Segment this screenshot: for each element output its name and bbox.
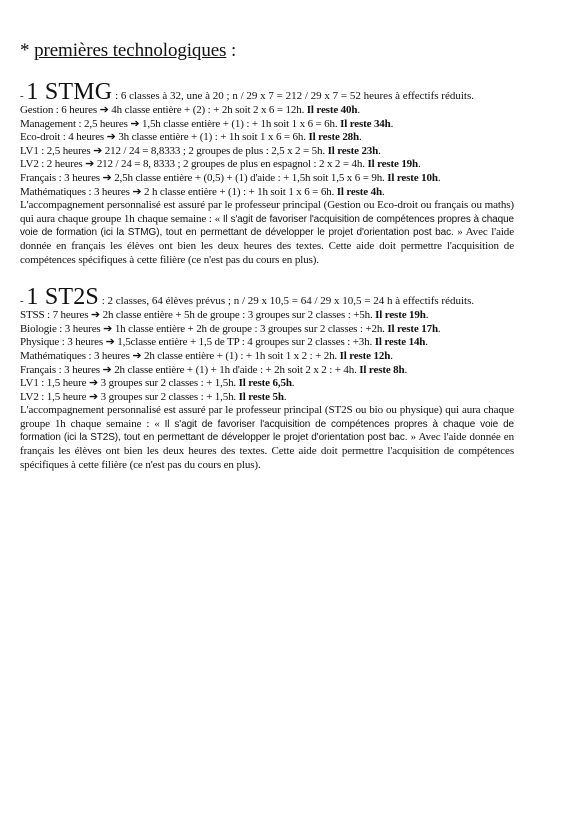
subject-line (20, 186, 514, 200)
line-end: . (378, 144, 381, 157)
para-text: » Avec l'aide donnée en français les élèves ont bien les deux heures des textes. Cette aide doit permettre l'acquisition de compétences spécifiques à cette filière (ce n'est pas du cours en plus). (20, 431, 514, 471)
subject-list (20, 104, 514, 199)
section-dash: - (20, 295, 27, 308)
subject-line (20, 309, 514, 323)
para-text: » Avec l'aide donnée en français les élèves ont bien les deux heures des textes. Cette aide doit permettre l'acquisition de compétences spécifiques à cette filière (ce n'est pas du cours en plus). (20, 226, 514, 266)
section-name: 1 STMG (26, 79, 113, 105)
line-end: . (418, 158, 421, 171)
remaining-hours: Il reste 14h (374, 336, 426, 349)
line-end: . (437, 171, 441, 184)
subject-text: Eco-droit : 4 heures ➔ 3h classe entière + (1) : + 1h soit 1 x 6 = 6h. (20, 131, 309, 144)
section-st2s (20, 285, 514, 472)
subject-text: Mathématiques : 3 heures ➔ 2 h classe entière + (1) : + 1h soit 1 x 6 = 6h. (20, 185, 337, 198)
remaining-hours: Il reste 19h (367, 158, 418, 171)
subject-text: LV2 : 2 heures ➔ 212 / 24 = 8, 8333 ; 2 groupes de plus en espagnol : 2 x 2 = 4h. (20, 158, 368, 171)
accompaniment-paragraph (20, 404, 514, 472)
subject-line (20, 158, 514, 172)
subject-line (20, 336, 514, 350)
remaining-hours: Il reste 40h (306, 104, 358, 116)
subject-text: LV1 : 1,5 heure ➔ 3 groupes sur 2 classes : + 1,5h. (20, 377, 239, 390)
subject-line (20, 377, 514, 391)
section-stmg (20, 80, 514, 267)
line-end: . (425, 336, 428, 349)
subject-text: Français : 3 heures ➔ 2h classe entière + (1) + 1h d'aide : + 2h soit 2 x 2 : + 4h. (20, 363, 360, 376)
remaining-hours: Il reste 12h (339, 349, 391, 362)
subject-line (20, 364, 514, 378)
subject-text: Gestion : 6 heures ➔ 4h classe entière + (2) : + 2h soit 2 x 6 = 12h. (20, 104, 307, 116)
line-end: . (390, 117, 394, 130)
remaining-hours: Il reste 8h (359, 363, 405, 376)
line-end: . (437, 322, 441, 335)
remaining-hours: Il reste 17h (387, 322, 438, 335)
subject-line (20, 145, 514, 159)
section-title-st2s (20, 285, 514, 309)
accompaniment-paragraph (20, 199, 514, 267)
remaining-hours: Il reste 6,5h (238, 377, 292, 390)
subject-line (20, 118, 514, 132)
section-dash: - (20, 90, 27, 102)
subject-line (20, 350, 514, 364)
section-summary: : 6 classes à 32, une à 20 ; n / 29 x 7 = 212 / 29 x 7 = 52 heures à effectifs réduits. (112, 90, 474, 102)
line-end: . (381, 185, 385, 198)
subject-text: Français : 3 heures ➔ 2,5h classe entière + (0,5) + (1) d'aide : + 1,5h soit 1,5 x 6 = 9h. (20, 171, 388, 184)
section-title-stmg (20, 80, 514, 104)
heading-title: premières technologiques (34, 40, 227, 61)
heading-star: * (20, 40, 35, 61)
subject-text: Mathématiques : 3 heures ➔ 2h classe entière + (1) : + 1h soit 1 x 2 : + 2h. (20, 349, 340, 362)
remaining-hours: Il reste 28h (308, 131, 359, 144)
remaining-hours: Il reste 34h (340, 117, 391, 130)
subject-text: Biologie : 3 heures ➔ 1h classe entière + 2h de groupe : 3 groupes sur 2 classes : +2h. (20, 322, 388, 335)
subject-list (20, 309, 514, 404)
para-quote: Il s'agit de favoriser l'acquisition de compétences propres à chaque voie de formation (ici la STMG), tout en permettant de développer le projet d'orientation post bac. (20, 213, 515, 239)
subject-line (20, 323, 514, 337)
para-text: L'accompagnement personnalisé est assuré par le professeur principal (Gestion ou Eco-droit ou français ou maths) qui aura chaque groupe 1h chaque semaine : « (20, 199, 514, 225)
subject-line (20, 172, 514, 186)
line-end: . (357, 104, 360, 116)
line-end: . (425, 309, 429, 322)
subject-text: Physique : 3 heures ➔ 1,5classe entière + 1,5 de TP : 4 groupes sur 2 classes : +3h. (20, 336, 375, 349)
subject-text: Management : 2,5 heures ➔ 1,5h classe entière + (1) : + 1h soit 1 x 6 = 6h. (20, 117, 341, 130)
subject-line (20, 104, 514, 118)
line-end: . (359, 131, 362, 144)
remaining-hours: Il reste 5h (238, 390, 284, 403)
line-end: . (390, 349, 393, 362)
subject-text: LV1 : 2,5 heures ➔ 212 / 24 = 8,8333 ; 2 groupes de plus : 2,5 x 2 = 5h. (20, 144, 328, 157)
remaining-hours: Il reste 19h (375, 309, 426, 322)
line-end: . (291, 377, 295, 390)
subject-line (20, 131, 514, 145)
subject-text: STSS : 7 heures ➔ 2h classe entière + 5h de groupe : 3 groupes sur 2 classes : +5h. (20, 309, 376, 322)
line-end: . (404, 363, 408, 376)
subject-line (20, 391, 514, 405)
subject-text: LV2 : 1,5 heure ➔ 3 groupes sur 2 classes : + 1,5h. (20, 390, 239, 403)
remaining-hours: Il reste 23h (327, 144, 379, 157)
section-name: 1 ST2S (26, 284, 99, 311)
remaining-hours: Il reste 10h (387, 171, 438, 184)
para-text: L'accompagnement personnalisé est assuré par le professeur principal (ST2S ou bio ou physique) qui aura chaque groupe 1h chaque semaine : « (20, 404, 514, 430)
document-heading (20, 40, 514, 62)
remaining-hours: Il reste 4h (336, 185, 382, 198)
heading-colon: : (226, 40, 237, 61)
para-quote: Il s'agit de favoriser l'acquisition de compétences propres à chaque voie de formation (ici la ST2S), tout en permettant de développer le projet d'orientation post bac. (20, 418, 514, 444)
document-page (20, 40, 514, 472)
line-end: . (283, 390, 287, 403)
section-summary: : 2 classes, 64 élèves prévus ; n / 29 x 10,5 = 64 / 29 x 10,5 = 24 h à effectifs réduits. (98, 295, 475, 308)
